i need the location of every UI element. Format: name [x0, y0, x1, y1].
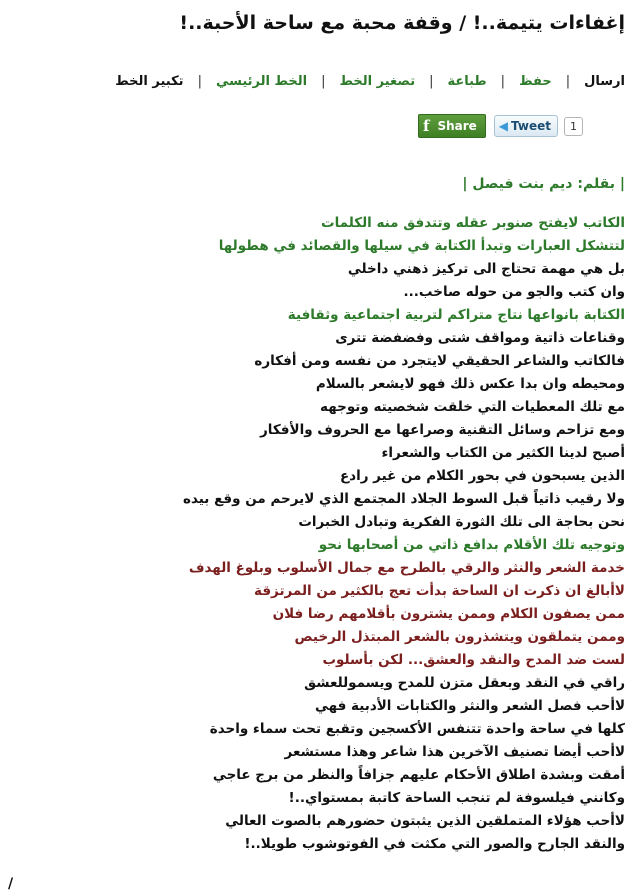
- toolbar-separator: |: [197, 74, 202, 89]
- author-name: بقلم: ديم بنت فيصل: [472, 176, 615, 192]
- body-line: فالكاتب والشاعر الحقيقي لايتجرد من نفسه ومن أفكاره: [254, 353, 625, 369]
- body-line: ومع تزاحم وسائل التقنية وصراعها مع الحروف والأفكار: [259, 422, 625, 438]
- body-line: ومحيطه وان بدا عكس ذلك فهو لايشعر بالسلام: [315, 376, 625, 392]
- trailing-mark: /: [8, 876, 14, 892]
- body-line: وتوجيه تلك الأقلام بدافع ذاتي من أصحابها نحو: [318, 537, 625, 553]
- body-line: أمقت وبشدة اطلاق الأحكام عليهم جزافاً والنظر من برج عاجي: [212, 767, 625, 783]
- body-line: لاأحب أيضا تصنيف الآخرين هذا شاعر وهذا مستشعر: [284, 744, 625, 760]
- body-line: لتتشكل العبارات وتبدأ الكتابة في سيلها والقصائد في هطولها: [218, 238, 625, 254]
- body-line: مع تلك المعطيات التي خلقت شخصيته وتوجهه: [320, 399, 625, 415]
- facebook-share-button[interactable]: [418, 114, 486, 138]
- body-line: والنقد الجارح والصور التي مكثت في الفوتوشوب طويلا..!: [244, 836, 625, 852]
- body-line: لاأبالغ ان ذكرت ان الساحة بدأت تعج بالكثير من المرتزقة: [254, 583, 625, 599]
- body-line: كلها في ساحة واحدة تتنفس الأكسجين وتقبع تحت سماء واحدة: [209, 721, 625, 737]
- print-link[interactable]: طباعة: [447, 74, 487, 89]
- body-line: بل هي مهمة تحتاج الى تركيز ذهني داخلي: [347, 261, 625, 277]
- decrease-font-link[interactable]: تصغير الخط: [339, 74, 416, 89]
- author-bar-right: |: [619, 176, 625, 192]
- article-toolbar: [115, 74, 625, 89]
- toolbar-separator: |: [321, 74, 326, 89]
- toolbar-separator: |: [565, 74, 571, 89]
- tweet-label: Tweet: [511, 119, 551, 133]
- body-line: لست ضد المدح والنقد والعشق... لكن بأسلوب: [322, 652, 625, 668]
- tweet-count-badge: 1: [564, 117, 583, 136]
- body-line: ولا رقيب ذاتياً قبل السوط الجلاد المجتمع الذي لايرحم من وقع بيده: [183, 491, 625, 507]
- toolbar-separator: |: [429, 74, 434, 89]
- toolbar-separator: |: [500, 74, 506, 89]
- article-title: إغفاءات يتيمة..! / وقفة محبة مع ساحة الأحبة..!: [179, 12, 625, 34]
- body-line: وكانني فيلسوفة لم تنجب الساحة كاتبة بمستواي..!: [288, 790, 625, 806]
- author-line: [462, 176, 625, 192]
- body-line: لاأحب هؤلاء المتملقين الذين يثبتون حضورهم بالصوت العالي: [225, 813, 625, 829]
- body-line: أصبح لدينا الكثير من الكتاب والشعراء: [381, 445, 625, 461]
- body-line: وقناعات ذاتية ومواقف شتى وفضفضة تترى: [335, 330, 625, 346]
- tweet-button[interactable]: [494, 115, 558, 137]
- share-label: Share: [437, 119, 477, 133]
- body-line: وان كتب والجو من حوله صاخب...: [403, 284, 625, 300]
- body-line: خدمة الشعر والنثر والرقي بالطرح مع جمال الأسلوب وبلوغ الهدف: [188, 560, 625, 576]
- send-link[interactable]: ارسال: [584, 74, 625, 89]
- body-line: وممن يتملقون ويتشذرون بالشعر المبتذل الرخيص: [294, 629, 625, 645]
- body-line: الكتابة بانواعها نتاج متراكم لتربية اجتماعية وثقافية: [287, 307, 625, 323]
- default-font-link[interactable]: الخط الرئيسي: [215, 74, 308, 89]
- save-link[interactable]: حفظ: [519, 74, 552, 89]
- body-line: ممن يصفون الكلام وممن يشترون بأقلامهم رضا فلان: [272, 606, 625, 622]
- social-buttons: [418, 114, 583, 138]
- increase-font-link[interactable]: تكبير الخط: [115, 74, 184, 89]
- body-line: لاأحب فصل الشعر والنثر والكتابات الأدبية فهي: [314, 698, 625, 714]
- author-bar-left: |: [462, 176, 468, 192]
- body-line: نحن بحاجة الى تلك الثورة الفكرية وتبادل الخبرات: [298, 514, 625, 530]
- body-line: الذين يسبحون في بحور الكلام من غير رادع: [339, 468, 625, 484]
- article-body: [13, 212, 625, 856]
- twitter-bird-icon: ◀: [498, 119, 509, 133]
- facebook-icon: f: [423, 117, 430, 135]
- body-line: الكاتب لايفتح صنوبر عقله وتتدفق منه الكلمات: [321, 215, 625, 231]
- body-line: راقي في النقد وبعقل متزن للمدح ويسموللعشق: [304, 675, 625, 691]
